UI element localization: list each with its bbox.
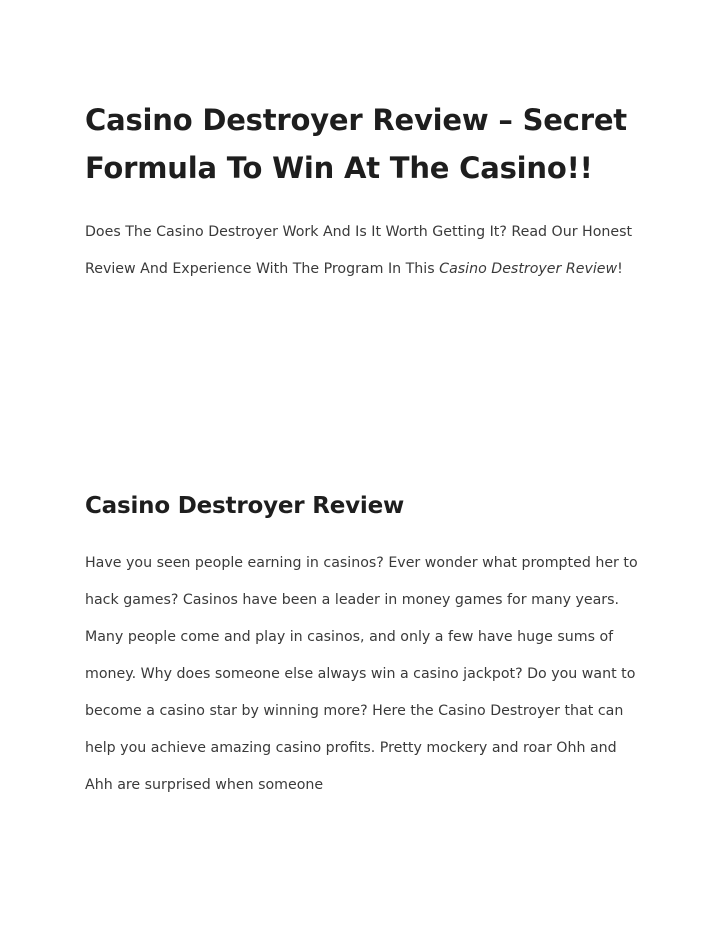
intro-emphasis: Casino Destroyer Review: [439, 261, 618, 277]
section-body-paragraph: Have you seen people earning in casinos? Ever wonder what prompted her to hack games? Casinos have been a leader in money games for many years. Many people come and play in casinos, and only a few have huge sums of money. Why does someone else always win a casino jackpot? Do you want to become a casino star by winning more? Here the Casino Destroyer that can help you achieve amazing casino profits. Pretty mockery and roar Ohh and Ahh are surprised when someone: [85, 555, 638, 793]
page-title: Casino Destroyer Review – Secret Formula To Win At The Casino!!: [85, 103, 627, 185]
intro-text: Does The Casino Destroyer Work And Is It Worth Getting It? Read Our Honest Review And Experience With The Program In This: [85, 224, 633, 277]
intro-paragraph: [85, 214, 645, 288]
section-heading: Casino Destroyer Review: [85, 493, 405, 519]
intro-text-end: !: [617, 261, 623, 277]
